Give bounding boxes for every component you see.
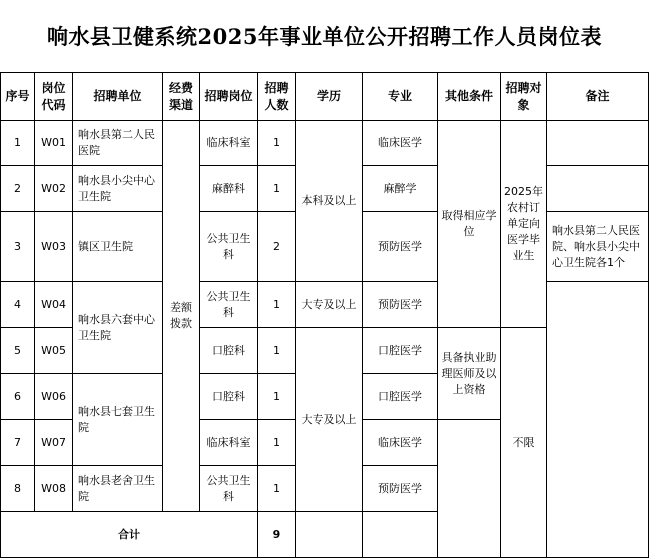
cell-post: 口腔科: [200, 374, 258, 420]
cell-unit: 响水县第二人民医院: [73, 121, 163, 166]
cell-seq: 3: [1, 212, 35, 282]
cell-unit: 响水县小尖中心卫生院: [73, 166, 163, 212]
cell-seq: 4: [1, 282, 35, 328]
cell-post: 口腔科: [200, 328, 258, 374]
cell-note-empty: [547, 166, 649, 212]
cell-note-empty: [547, 282, 649, 558]
cell-count: 1: [258, 420, 296, 466]
cell-unit: 响水县老舍卫生院: [73, 466, 163, 512]
header-note: 备注: [547, 73, 649, 121]
cell-code: W03: [35, 212, 73, 282]
table-row: [1, 121, 649, 166]
cell-major: 临床医学: [363, 121, 438, 166]
cell-post: 临床科室: [200, 420, 258, 466]
cell-other: 取得相应学位: [438, 121, 501, 328]
header-target: 招聘对象: [501, 73, 547, 121]
cell-unit: 响水县七套卫生院: [73, 374, 163, 466]
cell-seq: 7: [1, 420, 35, 466]
cell-education: 大专及以上: [296, 328, 363, 512]
cell-seq: 8: [1, 466, 35, 512]
header-code: 岗位代码: [35, 73, 73, 121]
cell-target: 2025年农村订单定向医学毕业生: [501, 121, 547, 328]
cell-funding: 差额拨款: [163, 121, 200, 512]
total-count: 9: [258, 512, 296, 558]
cell-unit: 镇区卫生院: [73, 212, 163, 282]
cell-post: 公共卫生科: [200, 466, 258, 512]
cell-post: 公共卫生科: [200, 212, 258, 282]
cell-count: 1: [258, 328, 296, 374]
header-education: 学历: [296, 73, 363, 121]
cell-major: 麻醉学: [363, 166, 438, 212]
cell-seq: 6: [1, 374, 35, 420]
header-count: 招聘人数: [258, 73, 296, 121]
cell-code: W07: [35, 420, 73, 466]
header-unit: 招聘单位: [73, 73, 163, 121]
cell-education: 大专及以上: [296, 282, 363, 328]
cell-major: 口腔医学: [363, 374, 438, 420]
cell-count: 1: [258, 121, 296, 166]
cell-code: W05: [35, 328, 73, 374]
header-major: 专业: [363, 73, 438, 121]
table-row: [1, 282, 649, 328]
cell-major: 预防医学: [363, 282, 438, 328]
cell-count: 1: [258, 282, 296, 328]
cell-count: 2: [258, 212, 296, 282]
page-title: 响水县卫健系统2025年事业单位公开招聘工作人员岗位表: [47, 24, 602, 49]
cell-code: W06: [35, 374, 73, 420]
cell-count: 1: [258, 166, 296, 212]
cell-major: 临床医学: [363, 420, 438, 466]
cell-seq: 2: [1, 166, 35, 212]
cell-post: 麻醉科: [200, 166, 258, 212]
total-label: 合计: [1, 512, 258, 558]
cell-seq: 1: [1, 121, 35, 166]
total-cell-empty: [296, 512, 363, 558]
header-other: 其他条件: [438, 73, 501, 121]
header-post: 招聘岗位: [200, 73, 258, 121]
cell-other-empty: [438, 420, 501, 558]
cell-code: W08: [35, 466, 73, 512]
cell-major: 口腔医学: [363, 328, 438, 374]
cell-target: 不限: [501, 328, 547, 558]
cell-other: 具备执业助理医师及以上资格: [438, 328, 501, 420]
positions-table: [0, 72, 649, 558]
total-cell-empty: [363, 512, 438, 558]
cell-code: W01: [35, 121, 73, 166]
header-funding: 经费渠道: [163, 73, 200, 121]
cell-code: W04: [35, 282, 73, 328]
cell-code: W02: [35, 166, 73, 212]
cell-unit: 响水县六套中心卫生院: [73, 282, 163, 374]
cell-count: 1: [258, 466, 296, 512]
header-seq: 序号: [1, 73, 35, 121]
cell-post: 临床科室: [200, 121, 258, 166]
cell-seq: 5: [1, 328, 35, 374]
cell-post: 公共卫生科: [200, 282, 258, 328]
cell-note-empty: [547, 121, 649, 166]
cell-education: 本科及以上: [296, 121, 363, 282]
header-row: [1, 73, 649, 121]
cell-major: 预防医学: [363, 212, 438, 282]
cell-note: 响水县第二人民医院、响水县小尖中心卫生院各1个: [547, 212, 649, 282]
cell-major: 预防医学: [363, 466, 438, 512]
cell-count: 1: [258, 374, 296, 420]
